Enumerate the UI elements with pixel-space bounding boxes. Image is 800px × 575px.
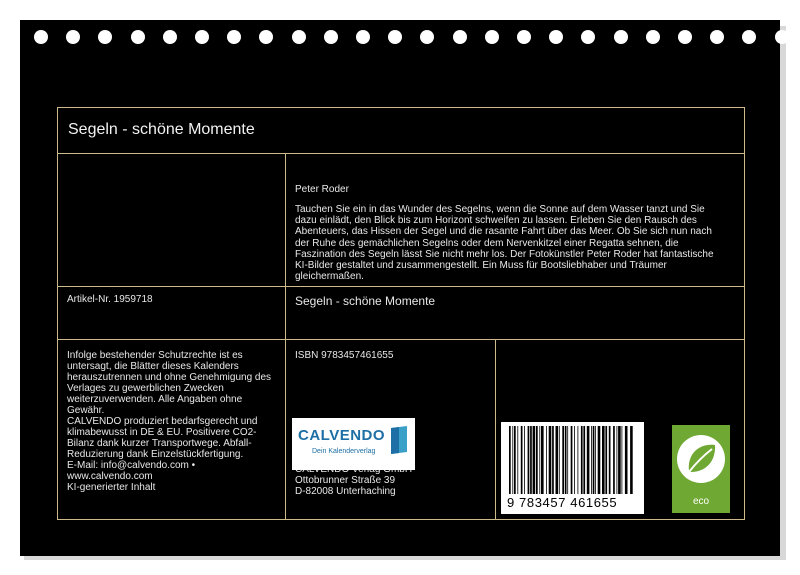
barcode-bar	[618, 426, 621, 494]
author-name: Peter Roder	[295, 184, 349, 195]
title-repeat-box	[285, 286, 745, 340]
email-address: E-Mail: info@calvendo.com •	[67, 460, 196, 471]
barcode-number: 9 783457 461655	[507, 495, 618, 510]
barcode-bar	[583, 426, 585, 494]
calvendo-logo-tagline: Dein Kalenderverlag	[312, 448, 376, 455]
barcode-bar	[605, 426, 607, 494]
legal-box	[57, 339, 286, 520]
calvendo-logo	[292, 418, 415, 470]
binding-hole	[131, 30, 145, 44]
barcode-bar	[556, 426, 559, 494]
barcode-bar	[578, 426, 579, 494]
barcode-bar	[617, 426, 618, 494]
binding-hole	[517, 30, 531, 44]
website-link: www.calvendo.com	[67, 471, 153, 482]
barcode-bar	[609, 426, 611, 494]
barcode-bar	[549, 426, 552, 494]
eco-text: eco	[692, 496, 710, 507]
barcode-bar	[595, 426, 596, 494]
legal-text	[67, 350, 279, 493]
binding-hole	[581, 30, 595, 44]
barcode-bar	[622, 426, 623, 494]
binding-hole	[227, 30, 241, 44]
barcode-bar	[593, 426, 595, 494]
isbn: ISBN 9783457461655	[295, 350, 394, 361]
barcode-bar	[591, 426, 592, 494]
binding-hole	[259, 30, 273, 44]
binding-hole	[420, 30, 434, 44]
barcode-bar	[546, 426, 547, 494]
publisher-street: Ottobrunner Straße 39	[295, 475, 396, 486]
calvendo-logo-name: CALVENDO	[298, 427, 386, 444]
barcode-bar	[509, 426, 511, 494]
barcode-bar	[517, 426, 518, 494]
barcode-bar	[602, 426, 605, 494]
binding-hole	[614, 30, 628, 44]
binding-hole	[163, 30, 177, 44]
binding-hole	[292, 30, 306, 44]
calendar-title: Segeln - schöne Momente	[68, 121, 255, 138]
title-box	[57, 107, 745, 154]
binding-hole	[678, 30, 692, 44]
binding-hole	[195, 30, 209, 44]
barcode-bar	[562, 426, 564, 494]
binding-hole	[324, 30, 338, 44]
binding-hole	[710, 30, 724, 44]
binding-hole	[98, 30, 112, 44]
barcode-bar	[581, 426, 583, 494]
image-placeholder-box	[57, 153, 286, 287]
barcode-bar	[630, 426, 633, 494]
barcode-bars-icon	[507, 426, 637, 494]
binding-hole	[775, 30, 789, 44]
barcode-bar	[574, 426, 575, 494]
binding-hole	[646, 30, 660, 44]
binding-holes	[20, 30, 780, 48]
barcode-bar	[598, 426, 601, 494]
article-number: Artikel-Nr. 1959718	[67, 294, 153, 305]
binding-hole	[485, 30, 499, 44]
barcode-bar	[536, 426, 538, 494]
binding-hole	[549, 30, 563, 44]
barcode-bar	[533, 426, 536, 494]
barcode-bar	[565, 426, 567, 494]
barcode-bar	[587, 426, 590, 494]
binding-hole	[388, 30, 402, 44]
barcode-bar	[571, 426, 573, 494]
calendar-description: Tauchen Sie ein in das Wunder des Segelns, wenn die Sonne auf dem Wasser tanzt und Sie dazu einlädt, den Blick bis zum Horizont schweifen zu lassen. Erleben Sie den Rausch des Abenteuers, das Hissen der Segel und die rasante Fahrt über das Meer. Ob Sie sich nun nach der Ruhe des gemächlichen Segelns oder dem Nervenkitzel einer Regatta sehnen, die Faszination des Segeln lässt Sie nicht mehr los. Der Fotokünstler Peter Roder hat fantastische KI-Bilder gestaltet und zusammengestellt. Ein Muss für Bootsliebhaber und Träumer gleichermaßen.	[295, 204, 714, 283]
barcode-bar	[539, 426, 540, 494]
barcode-bar	[613, 426, 615, 494]
calvendo-flag-icon	[391, 426, 407, 454]
binding-hole	[742, 30, 756, 44]
barcode-bar	[625, 426, 628, 494]
calendar-title-repeat: Segeln - schöne Momente	[295, 294, 436, 308]
barcode-bar	[512, 426, 513, 494]
barcode-bar	[521, 426, 523, 494]
barcode-bar	[524, 426, 525, 494]
barcode-bar	[559, 426, 560, 494]
eco-label	[672, 425, 730, 513]
barcode-bar	[541, 426, 544, 494]
article-box	[57, 286, 286, 340]
leaf-icon	[672, 429, 730, 489]
barcode-bar	[528, 426, 530, 494]
publisher-city: D-82008 Unterhaching	[295, 486, 396, 497]
calendar-back-sheet	[20, 20, 780, 556]
barcode-bar	[552, 426, 554, 494]
barcode-bar	[567, 426, 568, 494]
binding-hole	[34, 30, 48, 44]
binding-hole	[356, 30, 370, 44]
barcode-bar	[530, 426, 532, 494]
ai-note: KI-generierter Inhalt	[67, 482, 156, 493]
legal-notice: Infolge bestehender Schutzrechte ist es untersagt, die Blätter dieses Kalenders herauszutrennen und ohne Genehmigung des Verlages zu gewerblichen Zwecken weiterzuverwenden. Alle Angaben ohne Gewähr.	[67, 350, 272, 416]
isbn-barcode	[501, 422, 644, 514]
production-notice: CALVENDO produziert bedarfsgerecht und klimabewusst in DE & EU. Positivere CO2-Bilanz dank kurzer Transportwege. Abfall-Reduzierung dank Einzelstückfertigung.	[67, 416, 258, 460]
binding-hole	[66, 30, 80, 44]
barcode-bar	[514, 426, 516, 494]
description-box	[285, 153, 745, 287]
binding-hole	[453, 30, 467, 44]
